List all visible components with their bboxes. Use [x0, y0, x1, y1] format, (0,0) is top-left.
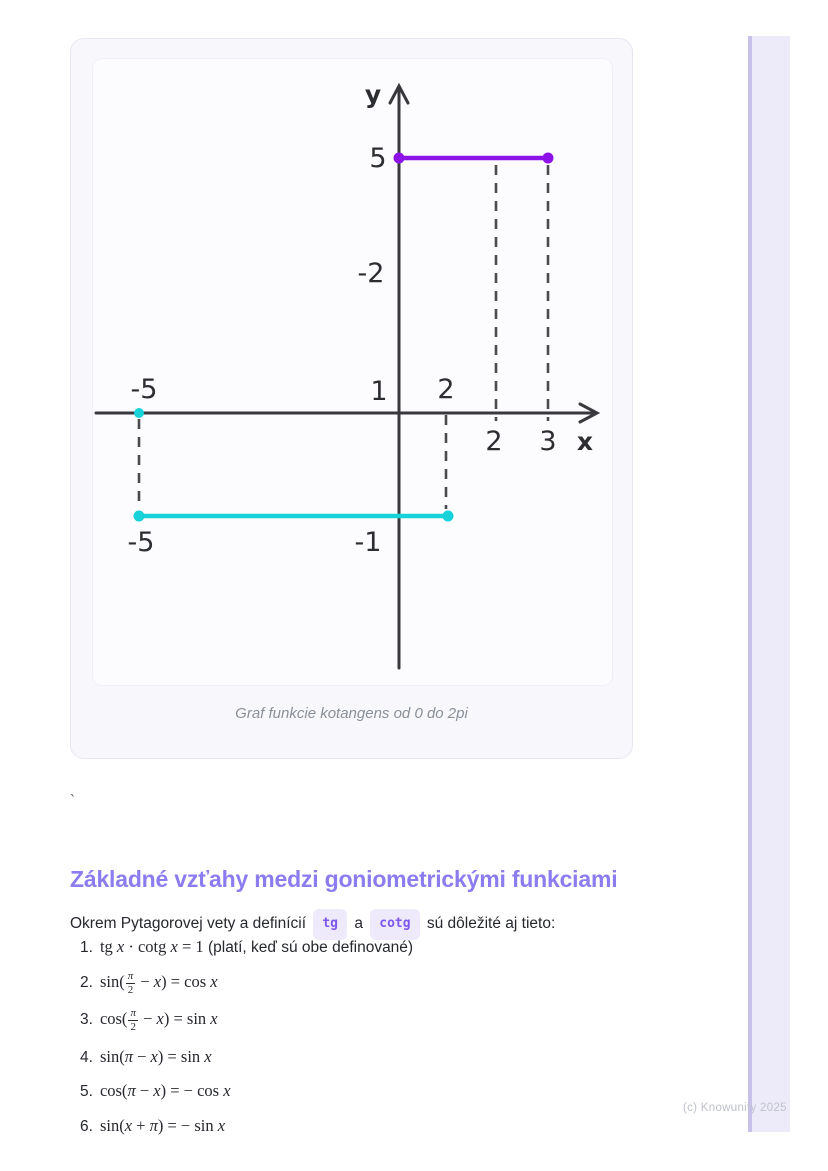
math-text: x	[124, 1115, 133, 1135]
purple-endpoint-left	[394, 153, 405, 164]
formula	[99, 1007, 218, 1033]
math-text: tg	[99, 937, 117, 956]
intro-text-middle: a	[350, 914, 368, 932]
tick-label-x1: 1	[370, 376, 388, 407]
math-text: ) = − cos	[160, 1081, 224, 1100]
intro-text-before: Okrem Pytagorovej vety a definícií	[70, 914, 311, 932]
math-text: sin(	[99, 971, 125, 991]
math-text: ) = cos	[161, 971, 211, 991]
math-text: −	[132, 1046, 151, 1066]
y-axis-label: y	[364, 80, 382, 109]
math-text: π	[149, 1115, 158, 1135]
tick-label-yneg1: -1	[354, 527, 382, 558]
formula	[100, 939, 413, 956]
math-text: x	[223, 1081, 231, 1100]
math-text: x	[116, 937, 125, 956]
graph-image-box	[92, 58, 613, 686]
math-text: sin(	[99, 1115, 125, 1135]
intro-text-after: sú dôležité aj tieto:	[422, 914, 556, 932]
watermark-text: (c) Knowunity 2025	[683, 1102, 787, 1114]
list-item	[80, 1008, 700, 1033]
list-item-number: 6.	[80, 1117, 93, 1135]
math-text: −	[138, 1009, 157, 1028]
math-text: cos(	[99, 1009, 128, 1028]
code-badge-cotg: cotg	[370, 909, 419, 940]
figure-caption: Graf funkcie kotangens od 0 do 2pi	[235, 705, 468, 722]
tick-label-yneg2: -2	[357, 258, 385, 289]
math-text: x	[217, 1115, 226, 1135]
math-text: cos(	[99, 1081, 128, 1100]
list-item-number: 3.	[80, 1011, 93, 1028]
list-item-number: 2.	[80, 973, 93, 991]
list-item-number: 5.	[80, 1083, 93, 1100]
formula	[100, 1083, 231, 1100]
code-badge-tg: tg	[313, 909, 347, 940]
math-text: −	[135, 1081, 154, 1100]
formula	[99, 1046, 212, 1066]
figure-card	[70, 38, 633, 759]
plain-text: (platí, keď sú obe definované)	[203, 939, 414, 956]
cotangent-graph	[93, 59, 612, 685]
cyan-endpoint-right	[443, 511, 454, 522]
intro-paragraph	[70, 909, 710, 940]
math-text: x	[210, 1009, 218, 1028]
fraction: $\frac{\pi}{2}$	[127, 969, 134, 996]
math-text: x	[204, 1046, 212, 1066]
math-text: x	[153, 971, 162, 991]
identity-list	[80, 936, 700, 1149]
tick-label-xneg5-below: -5	[127, 527, 155, 558]
math-text: = 1	[177, 937, 204, 956]
tick-label-x2-above: 2	[437, 374, 455, 405]
math-text: x	[170, 937, 178, 956]
fraction: $\frac{\pi}{2}$	[130, 1007, 136, 1033]
math-text: −	[136, 971, 154, 991]
list-item	[80, 1080, 700, 1102]
tick-label-x3-below: 3	[539, 426, 557, 457]
cyan-endpoint-left	[134, 511, 145, 522]
scrollbar-track[interactable]	[748, 36, 790, 1132]
math-text: x	[156, 1009, 164, 1028]
math-text: ) = sin	[157, 1046, 205, 1066]
list-item-number: 1.	[80, 939, 93, 956]
section-heading: Základné vzťahy medzi goniometrickými funkciami	[70, 866, 618, 893]
math-text: ) = − sin	[157, 1115, 218, 1135]
math-text: x	[210, 971, 218, 991]
x-axis-label: x	[576, 427, 594, 456]
math-text: · cotg	[124, 937, 171, 956]
list-item	[80, 971, 700, 996]
math-text: x	[153, 1081, 161, 1100]
list-item	[80, 936, 700, 958]
math-text: x	[150, 1046, 158, 1066]
list-item	[80, 1046, 700, 1068]
math-text: +	[132, 1115, 150, 1135]
math-text: sin(	[99, 1046, 125, 1066]
math-text: π	[127, 1081, 136, 1100]
purple-endpoint-right	[543, 153, 554, 164]
formula	[99, 1115, 226, 1135]
math-text: π	[124, 1046, 133, 1066]
tick-label-x2-below: 2	[485, 426, 503, 457]
cyan-axis-point	[134, 408, 144, 418]
tick-label-xneg5-above: -5	[130, 374, 158, 405]
list-item	[80, 1115, 700, 1137]
stray-backtick: `	[70, 792, 75, 809]
math-text: ) = sin	[163, 1009, 211, 1028]
list-item-number: 4.	[80, 1048, 93, 1066]
tick-label-y5: 5	[369, 143, 387, 174]
formula	[99, 969, 218, 996]
